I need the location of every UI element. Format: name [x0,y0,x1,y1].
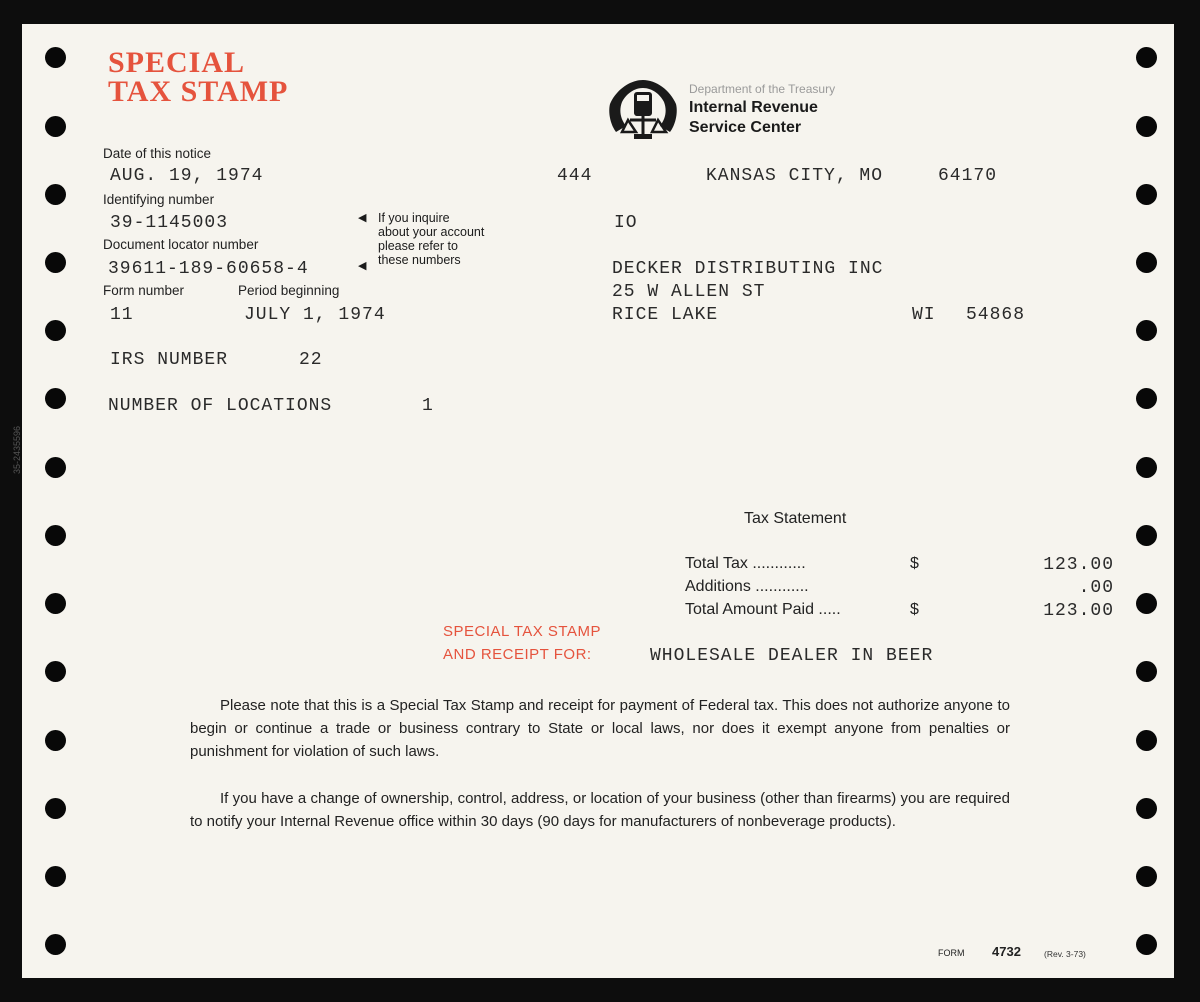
title-line-2: TAX STAMP [108,75,289,108]
notice-paragraph-1: Please note that this is a Special Tax Stamp and receipt for payment of Federal tax. This does not authorize anyone to begin or continue a trade or business contrary to State or local laws, nor does it exempt anyone from penalties or punishment for violation of such laws. [190,697,1010,760]
tax-row-dots: ............ [752,555,806,572]
tax-statement-heading: Tax Statement [744,510,847,527]
feed-hole [1136,593,1157,614]
pointer-left-icon: ◀ [358,212,367,224]
form-number-label: Form number [103,283,185,298]
feed-hole [45,593,66,614]
title-line-1: SPECIAL [108,46,246,79]
identifying-number-label: Identifying number [103,192,215,207]
feed-hole [1136,525,1157,546]
tax-row-label [685,578,809,596]
feed-hole [1136,730,1157,751]
tax-row-label [685,601,841,619]
irs-department-text: Department of the Treasury [689,82,836,96]
feed-hole [1136,866,1157,887]
feed-hole [45,116,66,137]
identifying-number-value: 39-1145003 [110,213,229,233]
irs-heading-line-1: Internal Revenue [689,99,818,116]
service-center-city: KANSAS CITY, MO [706,166,884,186]
inquire-note-line-4: these numbers [378,253,461,267]
tax-row-dots: ..... [818,601,841,618]
feed-hole [45,525,66,546]
feed-hole [1136,457,1157,478]
notice-paragraph-2: If you have a change of ownership, control, address, or location of your business (other than firearms) you are required to notify your Internal Revenue office within 30 days (90 days for manufacturers of nonbeverage products). [190,790,1010,830]
feed-hole [45,47,66,68]
feed-hole [1136,116,1157,137]
feed-hole [45,730,66,751]
date-value: AUG. 19, 1974 [110,166,264,186]
form-number-value: 11 [110,305,134,325]
locations-value: 1 [422,396,434,416]
side-control-code: 35-2435596 [12,425,22,474]
date-label: Date of this notice [103,146,212,161]
feed-hole [45,934,66,955]
inquire-note-line-2: about your account [378,225,485,239]
tax-row-amount: 123.00 [1043,555,1114,575]
footer-revision: (Rev. 3-73) [1044,949,1086,959]
receipt-label [443,620,601,666]
footer-form-word: FORM [938,948,965,958]
pointer-left-icon: ◀ [358,260,367,272]
feed-hole [45,457,66,478]
tax-row-label-text: Total Tax [685,555,748,572]
irs-heading-line-2: Service Center [689,119,802,136]
tax-row-amount: 123.00 [1043,601,1114,621]
feed-hole [1136,47,1157,68]
feed-hole [45,866,66,887]
period-beginning-value: JULY 1, 1974 [244,305,386,325]
feed-hole [1136,798,1157,819]
tax-row-amount: .00 [1078,578,1114,598]
document-locator-value: 39611-189-60658-4 [108,259,309,279]
feed-hole [1136,252,1157,273]
tax-row-currency: $ [910,555,919,572]
feed-hole [45,320,66,341]
tax-row-label [685,555,806,573]
service-center-zip: 64170 [938,166,998,186]
document-locator-label: Document locator number [103,237,259,252]
taxpayer-zip: 54868 [966,305,1026,325]
feed-hole [1136,320,1157,341]
period-beginning-label: Period beginning [238,283,340,298]
irs-heading [689,98,818,138]
tax-stamp-document [12,24,1174,978]
document-title [108,48,288,106]
feed-hole [1136,388,1157,409]
irs-number-value: 22 [299,350,323,370]
inquire-note-line-1: If you inquire [378,211,450,225]
taxpayer-city: RICE LAKE [612,305,719,325]
feed-hole [1136,934,1157,955]
tax-row-label-text: Total Amount Paid [685,601,814,618]
irs-eagle-logo-icon [606,76,680,142]
inquire-note-line-3: please refer to [378,239,458,253]
tax-row-dots: ............ [755,578,809,595]
feed-hole [45,184,66,205]
feed-hole [45,661,66,682]
receipt-business-type: WHOLESALE DEALER IN BEER [650,646,934,666]
feed-hole [45,798,66,819]
feed-hole [45,252,66,273]
inquire-note [378,211,484,267]
taxpayer-name: DECKER DISTRIBUTING INC [612,259,884,279]
office-code: 444 [557,166,593,186]
feed-hole [1136,661,1157,682]
taxpayer-state: WI [912,305,936,325]
irs-number-label: IRS NUMBER [110,350,229,370]
footer-form-number: 4732 [992,944,1021,959]
taxpayer-street: 25 W ALLEN ST [612,282,766,302]
receipt-label-line-2: AND RECEIPT FOR: [443,646,592,663]
receipt-label-line-1: SPECIAL TAX STAMP [443,623,601,640]
io-code: IO [614,213,638,233]
tax-row-label-text: Additions [685,578,751,595]
tax-row-currency: $ [910,601,919,618]
locations-label: NUMBER OF LOCATIONS [108,396,333,416]
feed-hole [1136,184,1157,205]
feed-hole [45,388,66,409]
